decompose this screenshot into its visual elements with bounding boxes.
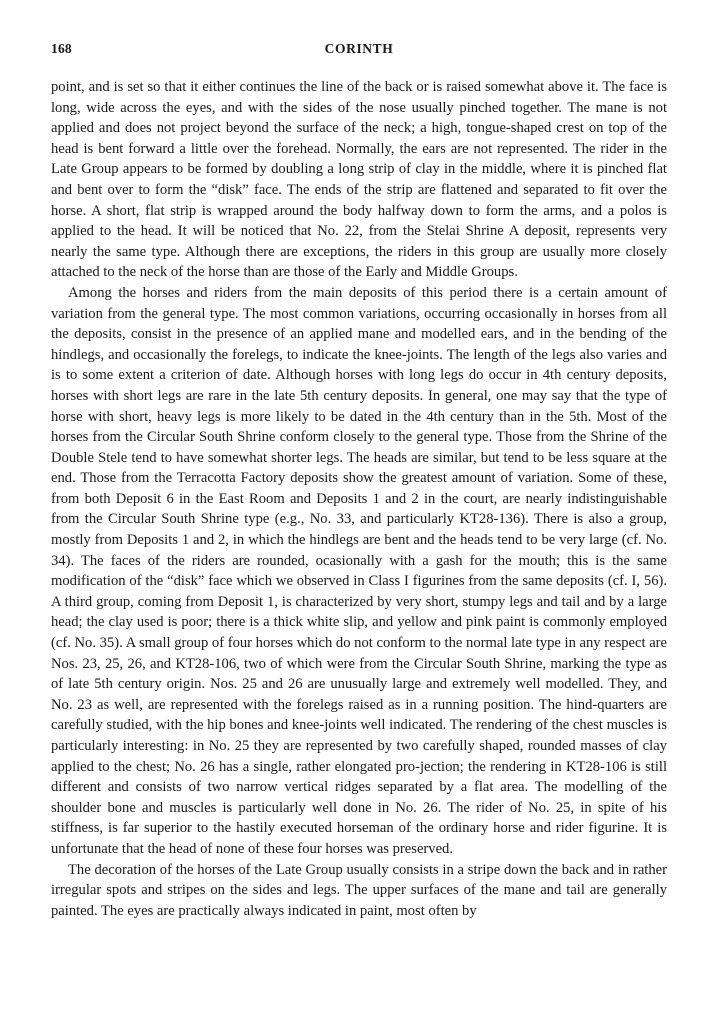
paragraph-continued: point, and is set so that it either continues the line of the back or is raised somewhat above it. The face is long, wide across the eyes, and with the sides of the nose usually pinched together. The mane is not applied and does not project beyond the surface of the neck; a high, tongue-shaped crest on top of the head is bent forward a little over the forehead. Normally, the ears are not represented. The rider in the Late Group appears to be formed by doubling a long strip of clay in the middle, where it is pinched flat and bent over to form the “disk” face. The ends of the strip are flattened and separated to fit over the horse. A short, flat strip is wrapped around the body halfway down to form the arms, and a polos is applied to the head. It will be noticed that No. 22, from the Stelai Shrine A deposit, represents very nearly the same type. Although there are exceptions, the riders in this group are usually more closely attached to the neck of the horse than are those of the Early and Middle Groups. bbox=[51, 79, 667, 281]
running-title: CORINTH bbox=[324, 41, 394, 56]
paragraph-variations: Among the horses and riders from the main deposits of this period there is a certain amount of variation from the general type. The most common variations, occurring occasionally in horses from all the deposits, consist in the presence of an applied mane and modelled ears, and in the bending of the hindlegs, and occasionally the forelegs, to indicate the knee-joints. The length of the legs also varies and is to some extent a criterion of date. Although horses with long legs do occur in 4th century deposits, horses with short legs are rare in the late 5th century deposits. In general, one may say that the type of horse with short, heavy legs is more likely to be dated in the 4th century than in the 5th. Most of the horses from the Circular South Shrine conform closely to the general type. Those from the Shrine of the Double Stele tend to have somewhat shorter legs. The heads are similar, but tend to be less square at the end. Those from the Terracotta Factory deposits show the greatest amount of variation. Some of these, from both Deposit 6 in the East Room and Deposits 1 and 2 in the court, are nearly indistinguishable from the Circular South Shrine type (e.g., No. 33, and particularly KT28-136). There is also a group, mostly from Deposits 1 and 2, in which the hindlegs are bent and the heads tend to be very large (cf. No. 34). The faces of the riders are rounded, ocasionally with a gash for the mouth; this is the same modification of the “disk” face which we observed in Class I figurines from the same deposits (cf. I, 56). A third group, coming from Deposit 1, is characterized by very short, stumpy legs and tail and by a large head; the clay used is poor; there is a thick white slip, and yellow and pink paint is commonly employed (cf. No. 35). A small group of four horses which do not conform to the normal late type in any respect are Nos. 23, 25, 26, and KT28-106, two of which were from the Circular South Shrine, marking the type as of late 5th century origin. Nos. 25 and 26 are unusually large and extremely well modelled. They, and No. 23 as well, are represented with the forelegs raised as in a running position. The hind-quarters are carefully studied, with the hip bones and knee-joints well indicated. The rendering of the chest muscles is particularly interesting: in No. 25 they are represented by two carefully shaped, rounded masses of clay applied to the chest; No. 26 has a single, rather elongated pro-jection; the rendering in KT28-106 is still different and consists of two narrow vertical ridges separated by a flat area. The modelling of the shoulder bone and muscles is particularly well done in No. 26. The rider of No. 25, in spite of his stiffness, is far superior to the hastily executed horseman of the ordinary horse and rider figurine. It is unfortunate that the head of none of these four horses was preserved. bbox=[51, 284, 668, 857]
page bbox=[51, 41, 667, 921]
body-text bbox=[51, 77, 667, 921]
paragraph-decoration: The decoration of the horses of the Late Group usually consists in a stripe down the back and in rather irregular spots and stripes on the sides and legs. The upper surfaces of the mane and tail are generally painted. The eyes are practically always indicated in paint, most often by bbox=[51, 861, 667, 919]
running-header bbox=[51, 41, 667, 63]
page-number: 168 bbox=[51, 41, 72, 56]
